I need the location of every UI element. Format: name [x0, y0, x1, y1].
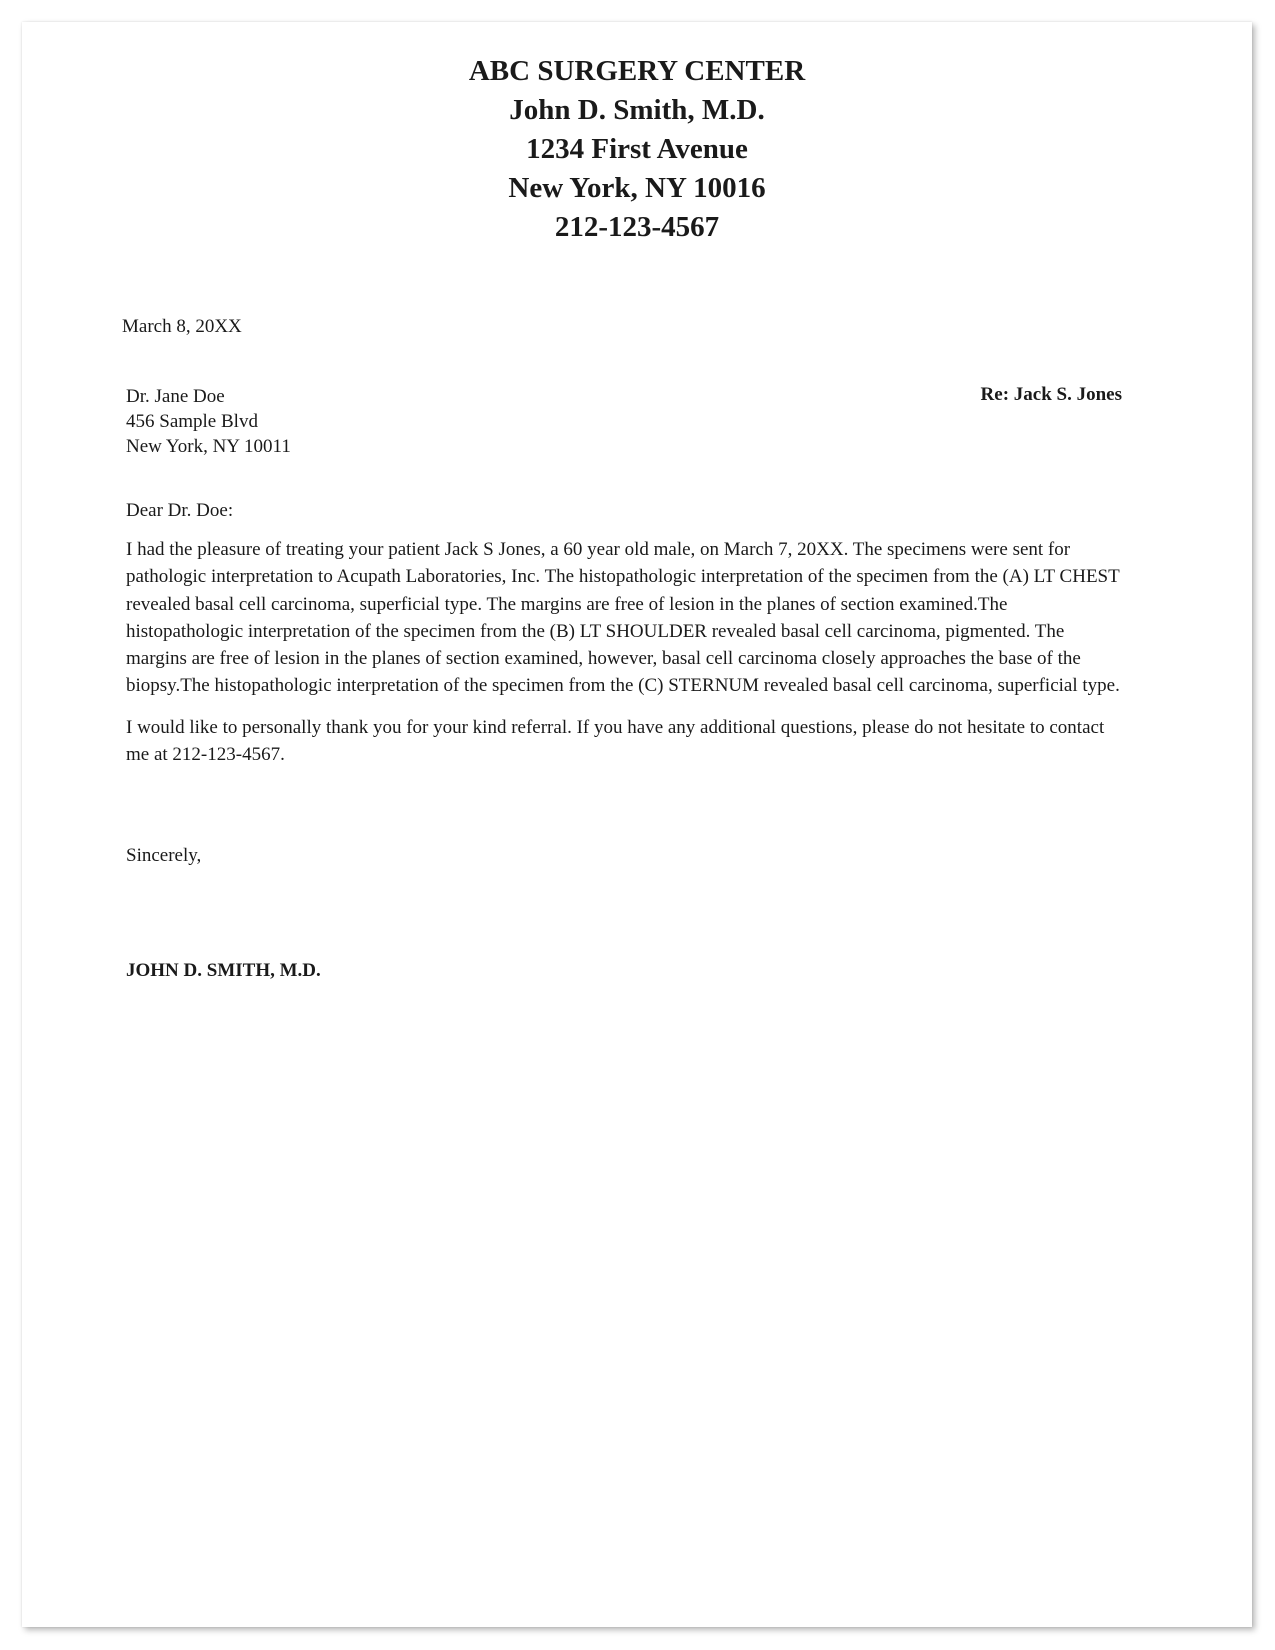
recipient-city: New York, NY 10011	[126, 436, 291, 457]
body-paragraph: I would like to personally thank you for your kind referral. If you have any additional questions, please do not hesitate to contact me at 212-123-4567.	[126, 716, 1105, 766]
letter-body	[126, 536, 1126, 782]
closing: Sincerely,	[126, 845, 202, 866]
letterhead-street: 1234 First Avenue	[526, 133, 748, 165]
salutation: Dear Dr. Doe:	[126, 500, 234, 521]
letterhead-city: New York, NY 10016	[508, 172, 766, 204]
recipient-address	[126, 384, 291, 459]
physician-name: John D. Smith, M.D.	[509, 94, 765, 126]
signature-name: JOHN D. SMITH, M.D.	[126, 960, 321, 981]
letter-date: March 8, 20XX	[122, 316, 242, 337]
organization-name: ABC SURGERY CENTER	[468, 55, 806, 87]
recipient-name: Dr. Jane Doe	[126, 386, 225, 407]
letterhead-phone: 212-123-4567	[554, 211, 720, 243]
body-paragraph: I had the pleasure of treating your patient Jack S Jones, a 60 year old male, on March 7, 20XX. The specimens were sent for pathologic interpretation to Acupath Laboratories, Inc. The histopathologic interpretation of the specimen from the (A) LT CHEST revealed basal cell carcinoma, superficial type. The margins are free of lesion in the planes of section examined.The histopathologic interpretation of the specimen from the (B) LT SHOULDER revealed basal cell carcinoma, pigmented. The margins are free of lesion in the planes of section examined, however, basal cell carcinoma closely approaches the base of the biopsy.The histopathologic interpretation of the specimen from the (C) STERNUM revealed basal cell carcinoma, superficial type.	[126, 539, 1120, 697]
letter-page	[22, 22, 1252, 1627]
recipient-street: 456 Sample Blvd	[126, 411, 258, 432]
re-line: Re: Jack S. Jones	[980, 384, 1122, 405]
letterhead	[22, 52, 1252, 247]
